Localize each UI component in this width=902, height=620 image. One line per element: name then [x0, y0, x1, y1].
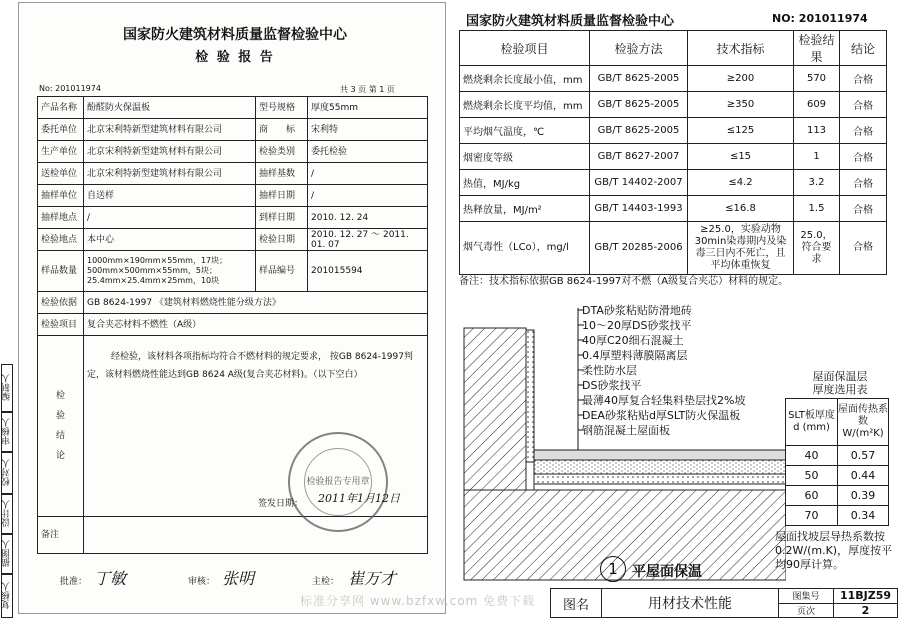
strip-cell: 描图人: [1, 534, 13, 574]
insul-cell: 0.57: [838, 446, 889, 466]
strip-cell: 校对人: [1, 452, 13, 494]
strip-cell: 设计人: [1, 494, 13, 534]
report-row: [38, 119, 428, 141]
layer-label: 柔性防水层: [582, 364, 637, 377]
parapet-wall: [464, 328, 526, 490]
test-result: 25.0，符合要求: [794, 222, 840, 275]
field-label: 抽样单位: [38, 185, 84, 207]
set-label: 图集号: [779, 589, 834, 604]
field-value: /: [308, 163, 428, 185]
layer-label: 10～20厚DS砂浆找平: [582, 319, 692, 332]
insul-header: 屋面传热系数 W/(m²K): [838, 399, 889, 446]
field-label: 样品数量: [38, 251, 84, 292]
report-row: [38, 229, 428, 251]
layer-label: DTA砂浆粘贴防滑地砖: [582, 304, 692, 317]
test-spec: ≥200: [688, 66, 794, 92]
conclusion-text: 经检验，该材料各项指标均符合不燃材料的规定要求， 按GB 8624-1997判: [111, 352, 413, 362]
field-label: 生产单位: [38, 141, 84, 163]
test-method: GB/T 20285-2006: [590, 222, 688, 275]
test-concl: 合格: [840, 118, 887, 144]
field-label: 抽样日期: [256, 185, 308, 207]
lightweight-layer: [534, 484, 786, 490]
report-title: 国家防火建筑材料质量监督检验中心: [123, 27, 347, 43]
test-item: 燃烧剩余长度平均值，mm: [460, 92, 590, 118]
test-result: 1.5: [794, 196, 840, 222]
review-label: 审核：: [188, 577, 216, 587]
page-count: 共 3 页 第 1 页: [340, 85, 395, 94]
main-check-signature: 崔万才: [348, 569, 397, 588]
conclusion-label: 检 验 结 论: [38, 336, 84, 517]
field-value: 酚醛防火保温板: [84, 97, 256, 119]
issue-date-label: 签发日期：: [258, 499, 304, 509]
field-value: 宋利特: [308, 119, 428, 141]
field-label: 委托单位: [38, 119, 84, 141]
field-value: 2010. 12. 24: [308, 207, 428, 229]
seal-text: 检验报告专用章: [306, 477, 370, 487]
test-spec: ≥25.0，实验动物30min染毒期内及染毒三日内不死亡，且平均体重恢复: [688, 222, 794, 275]
test-method: GB/T 14403-1993: [590, 196, 688, 222]
insul-cell: 0.39: [838, 486, 889, 506]
insul-cell: 50: [786, 466, 838, 486]
insul-row: [786, 446, 889, 466]
layer-label: DEA砂浆粘贴d厚SLT防火保温板: [582, 409, 741, 422]
test-item: 热值，MJ/kg: [460, 170, 590, 196]
test-title: 国家防火建筑材料质量监督检验中心: [466, 14, 675, 29]
watermark: 标准分享网 www.bzfxw.com 免费下载: [300, 594, 536, 608]
field-value: 委托检验: [308, 141, 428, 163]
test-row: [460, 92, 887, 118]
conclusion-text: 定，该材料燃烧性能达到GB 8624 A级(复合夹芯材料)。（以下空白）: [87, 370, 363, 380]
field-label: 送检单位: [38, 163, 84, 185]
test-row: [460, 66, 887, 92]
test-results-table: [459, 30, 887, 275]
test-item: 烟密度等级: [460, 144, 590, 170]
field-label: 检验地点: [38, 229, 84, 251]
field-label: 型号规格: [256, 97, 308, 119]
insul-row: [786, 486, 889, 506]
title-block: [550, 588, 898, 618]
layer-label: 最薄40厚复合轻集料垫层找2%坡: [582, 394, 746, 407]
field-value: 北京宋利特新型建筑材料有限公司: [84, 163, 256, 185]
test-note: 备注：技术指标依据GB 8624-1997对不燃（A级复合夹芯）材料的规定。: [459, 276, 789, 287]
insulation-table: [785, 398, 889, 526]
test-spec: ≥350: [688, 92, 794, 118]
insulation-layer: [534, 474, 786, 484]
test-concl: 合格: [840, 170, 887, 196]
test-result: 1: [794, 144, 840, 170]
test-spec: ≤16.8: [688, 196, 794, 222]
layer-label: 40厚C20细石混凝土: [582, 334, 684, 347]
wall-insulation: [526, 330, 534, 462]
test-concl: 合格: [840, 92, 887, 118]
strip-cell: 复核人: [1, 574, 13, 618]
test-item: 热释放量，MJ/m²: [460, 196, 590, 222]
test-row: [460, 196, 887, 222]
name-label: 图名: [551, 589, 602, 618]
test-result: 570: [794, 66, 840, 92]
insul-cell: 40: [786, 446, 838, 466]
issue-date-handwritten: 2011年1月12日: [318, 492, 400, 505]
test-spec: ≤15: [688, 144, 794, 170]
test-row: [460, 222, 887, 275]
field-label: 到样日期: [256, 207, 308, 229]
review-signature: 张明: [222, 569, 255, 588]
sample-number: 201015594: [308, 251, 428, 292]
insul-cell: 0.34: [838, 506, 889, 526]
insul-cell: 60: [786, 486, 838, 506]
test-spec: ≤125: [688, 118, 794, 144]
col-header: 检验方法: [590, 31, 688, 66]
test-basis: GB 8624-1997 《建筑材料燃烧性能分级方法》: [84, 292, 428, 314]
field-value: 本中心: [84, 229, 256, 251]
field-label: 样品编号: [256, 251, 308, 292]
test-result: 3.2: [794, 170, 840, 196]
test-method: GB/T 8625-2005: [590, 118, 688, 144]
insul-header: SLT板厚度 d (mm): [786, 399, 838, 446]
field-label: 备注: [38, 517, 84, 554]
main-check-label: 主检：: [312, 577, 340, 587]
test-item: 烟气毒性（LCo），mg/l: [460, 222, 590, 275]
col-header: 结论: [840, 31, 887, 66]
field-label: 检验项目: [38, 314, 84, 336]
page-number: 2: [834, 603, 898, 618]
set-number: 11BJZ59: [834, 589, 898, 604]
report-number: No: 201011974: [39, 84, 101, 93]
insul-row: [786, 506, 889, 526]
insul-row: [786, 466, 889, 486]
detail-title: 平屋面保温: [632, 564, 702, 580]
col-header: 技术指标: [688, 31, 794, 66]
strip-cell: 审核人: [1, 412, 13, 452]
test-item: 平均烟气温度，℃: [460, 118, 590, 144]
test-method: GB/T 8627-2007: [590, 144, 688, 170]
col-header: 检验结果: [794, 31, 840, 66]
report-row: [38, 207, 428, 229]
col-header: 检验项目: [460, 31, 590, 66]
drawing-name: 用材技术性能: [602, 589, 779, 618]
field-value: 北京宋利特新型建筑材料有限公司: [84, 141, 256, 163]
layer-label: DS砂浆找平: [582, 379, 642, 392]
insul-table-title: 屋面保温层 厚度选用表: [812, 370, 868, 396]
field-label: 检验依据: [38, 292, 84, 314]
insul-cell: 0.44: [838, 466, 889, 486]
test-item: 燃烧剩余长度最小值，mm: [460, 66, 590, 92]
test-method: GB/T 14402-2007: [590, 170, 688, 196]
seal-stamp: [288, 432, 388, 532]
field-value: 厚度55mm: [308, 97, 428, 119]
layer-label: 0.4厚塑料薄膜隔离层: [582, 349, 688, 362]
field-label: 抽样地点: [38, 207, 84, 229]
test-item: 复合夹芯材料不燃性（A级）: [84, 314, 428, 336]
test-method: GB/T 8625-2005: [590, 92, 688, 118]
field-value: /: [308, 185, 428, 207]
field-value: /: [84, 207, 256, 229]
field-value: 自送样: [84, 185, 256, 207]
field-label: 商 标: [256, 119, 308, 141]
test-concl: 合格: [840, 196, 887, 222]
report-row: [38, 163, 428, 185]
page-label: 页次: [779, 603, 834, 618]
approve-label: 批准：: [60, 577, 88, 587]
field-label: 抽样基数: [256, 163, 308, 185]
remark-value: [84, 517, 428, 554]
field-label: 检验类别: [256, 141, 308, 163]
sample-quantity: 1000mm×190mm×55mm，17块； 500mm×500mm×55mm，5块； 25.4mm×25.4mm×25mm，10块: [84, 251, 256, 292]
report-subtitle: 检 验 报 告: [195, 50, 275, 65]
test-row: [460, 118, 887, 144]
layer-label: 钢筋混凝土屋面板: [582, 424, 670, 437]
test-row: [460, 170, 887, 196]
concrete-layer: [534, 460, 786, 474]
report-row: [38, 97, 428, 119]
report-row: [38, 185, 428, 207]
field-label: 检验日期: [256, 229, 308, 251]
test-concl: 合格: [840, 66, 887, 92]
test-method: GB/T 8625-2005: [590, 66, 688, 92]
approve-signature: 丁敏: [94, 569, 127, 588]
insul-cell: 70: [786, 506, 838, 526]
test-spec: ≤4.2: [688, 170, 794, 196]
detail-number: 1: [600, 556, 626, 582]
test-result: 609: [794, 92, 840, 118]
report-row: [38, 141, 428, 163]
strip-cell: 编制人: [1, 364, 13, 412]
field-label: 产品名称: [38, 97, 84, 119]
test-result: 113: [794, 118, 840, 144]
field-value: 2010. 12. 27 ～ 2011. 01. 07: [308, 229, 428, 251]
test-concl: 合格: [840, 222, 887, 275]
side-note: 屋面找坡层导热系数按0.2W/(m.K)，厚度按平均90厚计算。: [775, 530, 893, 571]
test-row: [460, 144, 887, 170]
test-number: NO: 201011974: [772, 12, 868, 25]
tile-layer: [534, 450, 786, 460]
test-concl: 合格: [840, 144, 887, 170]
field-value: 北京宋利特新型建筑材料有限公司: [84, 119, 256, 141]
